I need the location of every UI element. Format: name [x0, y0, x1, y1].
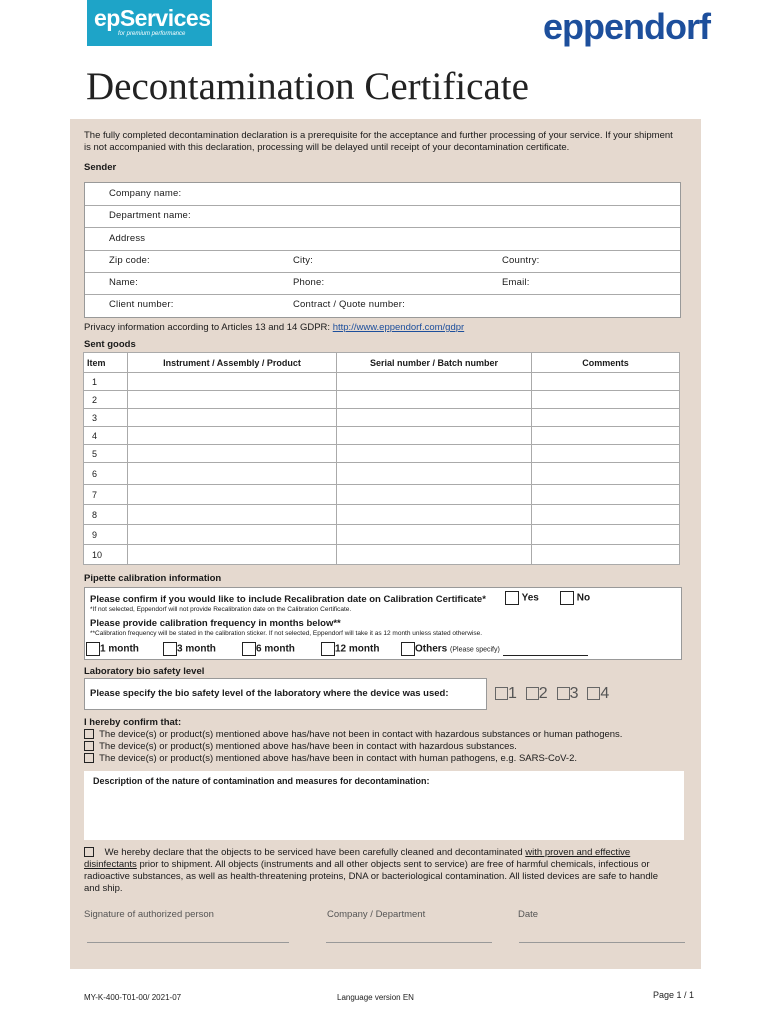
item-number-cell: 9 [84, 525, 128, 545]
checkbox-3-month[interactable] [163, 642, 177, 656]
column-header-comments: Comments [532, 353, 680, 373]
signature-line[interactable] [87, 942, 289, 943]
pipette-heading: Pipette calibration information [84, 573, 222, 584]
confirm-checkbox-1[interactable] [84, 729, 94, 739]
serial-cell[interactable] [337, 391, 532, 409]
serial-cell[interactable] [337, 409, 532, 427]
comments-cell[interactable] [532, 463, 680, 485]
table-row [84, 485, 680, 505]
item-number-cell: 8 [84, 505, 128, 525]
company-department-line[interactable] [326, 942, 492, 943]
table-row [84, 545, 680, 565]
country-label: Country: [502, 255, 540, 266]
recalibration-note: *If not selected, Eppendorf will not provide Recalibration date on the Calibration Certificate. [90, 606, 352, 613]
confirm-text-3: The device(s) or product(s) mentioned above has/have been in contact with human pathogens, e.g. SARS-CoV-2. [99, 753, 578, 764]
serial-cell[interactable] [337, 545, 532, 565]
table-row [84, 505, 680, 525]
goods-table [83, 352, 680, 565]
company-department-label: Company / Department [327, 909, 426, 920]
goods-header-row [84, 353, 680, 373]
description-label: Description of the nature of contamination and measures for decontamination: [93, 776, 430, 786]
email-label: Email: [502, 277, 530, 288]
bio-level-4[interactable] [587, 685, 609, 702]
column-header-serial: Serial number / Batch number [337, 353, 532, 373]
label-6-month: 6 month [256, 643, 295, 655]
serial-cell[interactable] [337, 505, 532, 525]
instrument-cell[interactable] [128, 545, 337, 565]
yes-label: Yes [521, 592, 539, 604]
option-1-month[interactable] [86, 642, 139, 656]
address-row[interactable] [85, 228, 680, 251]
bio-level-2[interactable] [526, 685, 548, 702]
instrument-cell[interactable] [128, 525, 337, 545]
pipette-box [84, 587, 682, 660]
checkbox-12-month[interactable] [321, 642, 335, 656]
confirm-text-2: The device(s) or product(s) mentioned above has/have been in contact with hazardous substances. [99, 741, 517, 752]
department-label: Department name: [109, 210, 191, 221]
serial-cell[interactable] [337, 445, 532, 463]
comments-cell[interactable] [532, 409, 680, 427]
epservices-logo [87, 0, 212, 46]
privacy-info [84, 322, 464, 334]
confirm-text-1: The device(s) or product(s) mentioned above has/have not been in contact with hazardous substances or human pathogens. [99, 729, 623, 740]
option-6-month[interactable] [242, 642, 295, 656]
others-note: (Please specify) [450, 646, 500, 654]
date-line[interactable] [519, 942, 685, 943]
comments-cell[interactable] [532, 525, 680, 545]
intro-line-1: The fully completed decontamination declaration is a prerequisite for the acceptance and further processing of your service. If your shipment [84, 130, 673, 141]
instrument-cell[interactable] [128, 485, 337, 505]
comments-cell[interactable] [532, 391, 680, 409]
no-label: No [576, 592, 591, 604]
bio-heading: Laboratory bio safety level [84, 666, 205, 677]
comments-cell[interactable] [532, 485, 680, 505]
intro-line-2: is not accompanied with this declaration, processing will be delayed until receipt of your decontamination certificate. [84, 142, 570, 153]
bio-checkbox-3[interactable] [557, 687, 570, 700]
bio-level-2-label: 2 [538, 685, 548, 702]
comments-cell[interactable] [532, 373, 680, 391]
page-title: Decontamination Certificate [86, 65, 529, 108]
bio-level-4-label: 4 [600, 685, 610, 702]
serial-cell[interactable] [337, 373, 532, 391]
table-row [84, 409, 680, 427]
description-box[interactable] [84, 771, 684, 840]
eppendorf-logo: eppendorf [543, 6, 710, 47]
city-label: City: [293, 255, 313, 266]
contract-label: Contract / Quote number: [293, 299, 405, 310]
comments-cell[interactable] [532, 427, 680, 445]
item-number-cell: 4 [84, 427, 128, 445]
item-number-cell: 1 [84, 373, 128, 391]
department-row[interactable] [85, 205, 680, 228]
yes-checkbox[interactable] [505, 591, 519, 605]
bio-checkbox-4[interactable] [587, 687, 600, 700]
label-1-month: 1 month [100, 643, 139, 655]
declaration-checkbox[interactable] [84, 847, 94, 857]
sender-heading: Sender [84, 162, 117, 173]
client-label: Client number: [109, 299, 174, 310]
confirm-checkbox-2[interactable] [84, 741, 94, 751]
serial-cell[interactable] [337, 485, 532, 505]
item-number-cell: 7 [84, 485, 128, 505]
declaration-line-1 [84, 847, 674, 859]
signature-label: Signature of authorized person [84, 909, 214, 920]
label-12-month: 12 month [335, 643, 380, 655]
serial-cell[interactable] [337, 463, 532, 485]
confirm-item-3[interactable] [84, 753, 577, 765]
confirm-heading: I hereby confirm that: [84, 717, 182, 728]
epservices-tagline: for premium performance [118, 31, 186, 37]
name-label: Name: [109, 277, 138, 288]
gdpr-link[interactable]: http://www.eppendorf.com/gdpr [332, 322, 465, 333]
table-row [84, 427, 680, 445]
option-3-month[interactable] [163, 642, 216, 656]
address-label: Address [109, 233, 146, 244]
frequency-question: Please provide calibration frequency in months below** [90, 618, 341, 629]
declaration-part-1: We hereby declare that the objects to be serviced have been carefully cleaned and decontaminated [104, 847, 526, 858]
instrument-cell[interactable] [128, 409, 337, 427]
company-row[interactable] [85, 183, 680, 206]
declaration-underlined-1: with proven and effective [525, 847, 631, 858]
checkbox-others[interactable] [401, 642, 415, 656]
item-number-cell: 3 [84, 409, 128, 427]
comments-cell[interactable] [532, 445, 680, 463]
option-others[interactable] [401, 642, 588, 656]
zip-label: Zip code: [109, 255, 150, 266]
recalibration-question: Please confirm if you would like to include Recalibration date on Calibration Certificate* [90, 594, 486, 605]
table-row [84, 373, 680, 391]
name-row[interactable] [85, 272, 680, 295]
declaration-line-3: radioactive substances, as well as health-threatening proteins, DNA or bacteriological contamination. All listed devices are safe to handle [84, 871, 659, 882]
table-row [84, 391, 680, 409]
item-number-cell: 10 [84, 545, 128, 565]
bio-levels [495, 685, 609, 703]
item-number-cell: 5 [84, 445, 128, 463]
others-specify-line[interactable] [503, 655, 588, 656]
privacy-text: Privacy information according to Articles 13 and 14 GDPR: [84, 322, 331, 333]
bio-checkbox-1[interactable] [495, 687, 508, 700]
instrument-cell[interactable] [128, 505, 337, 525]
serial-cell[interactable] [337, 427, 532, 445]
comments-cell[interactable] [532, 545, 680, 565]
checkbox-1-month[interactable] [86, 642, 100, 656]
declaration-part-2: prior to shipment. All objects (instruments and all other objects sent to service) are free of harmful chemicals, infectious or [136, 859, 650, 870]
bio-level-3-label: 3 [569, 685, 579, 702]
instrument-cell[interactable] [128, 373, 337, 391]
confirm-item-1[interactable] [84, 729, 622, 741]
declaration-text [84, 847, 674, 895]
declaration-line-2 [84, 859, 674, 871]
table-row [84, 463, 680, 485]
item-number-cell: 2 [84, 391, 128, 409]
sender-box [84, 182, 681, 318]
yes-option[interactable] [505, 591, 539, 605]
document-code: MY-K-400-T01-00/ 2021-07 [84, 993, 182, 1002]
column-header-instrument: Instrument / Assembly / Product [128, 353, 337, 373]
goods-heading: Sent goods [84, 339, 136, 350]
bio-box [84, 678, 487, 710]
column-header-item: Item [84, 353, 128, 373]
zip-row[interactable] [85, 250, 680, 273]
language-version: Language version EN [337, 993, 414, 1002]
declaration-line-4: and ship. [84, 883, 123, 894]
bio-level-3[interactable] [557, 685, 579, 702]
item-number-cell: 6 [84, 463, 128, 485]
no-option[interactable] [560, 591, 590, 605]
declaration-underlined-2: disinfectants [84, 859, 137, 870]
checkbox-6-month[interactable] [242, 642, 256, 656]
label-others: Others [415, 643, 448, 655]
option-12-month[interactable] [321, 642, 379, 656]
page-number: Page 1 / 1 [653, 990, 695, 1000]
confirm-item-2[interactable] [84, 741, 517, 753]
frequency-note: **Calibration frequency will be stated in the calibration sticker. If not selected, Eppendorf will take it as 12 month unless stated otherwise. [90, 630, 483, 637]
table-row [84, 445, 680, 463]
client-row[interactable] [85, 294, 680, 316]
confirm-checkbox-3[interactable] [84, 753, 94, 763]
company-label: Company name: [109, 188, 182, 199]
bio-level-1-label: 1 [508, 685, 517, 702]
instrument-cell[interactable] [128, 445, 337, 463]
comments-cell[interactable] [532, 505, 680, 525]
instrument-cell[interactable] [128, 427, 337, 445]
bio-checkbox-2[interactable] [526, 687, 539, 700]
epservices-logo-text: epServices [94, 5, 211, 31]
table-row [84, 525, 680, 545]
bio-level-1[interactable] [495, 685, 517, 702]
phone-label: Phone: [293, 277, 325, 288]
bio-prompt: Please specify the bio safety level of the laboratory where the device was used: [90, 688, 449, 699]
no-checkbox[interactable] [560, 591, 574, 605]
instrument-cell[interactable] [128, 391, 337, 409]
instrument-cell[interactable] [128, 463, 337, 485]
label-3-month: 3 month [177, 643, 216, 655]
serial-cell[interactable] [337, 525, 532, 545]
date-label: Date [518, 909, 539, 920]
